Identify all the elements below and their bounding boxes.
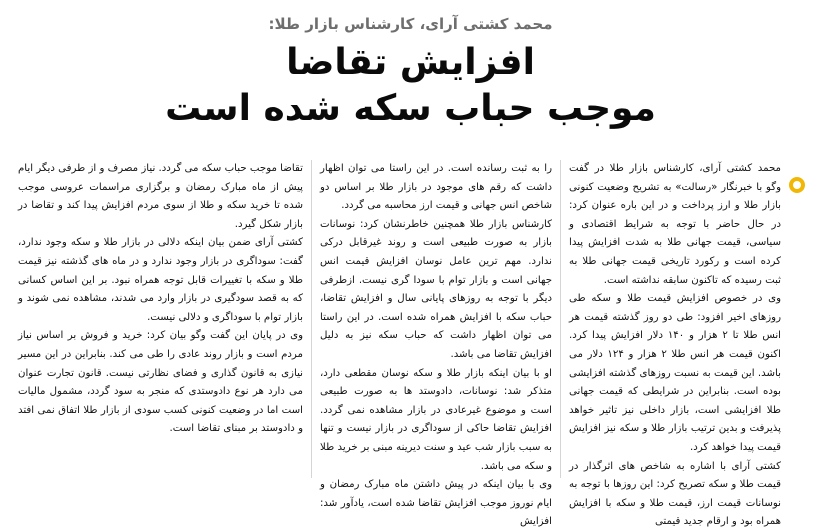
circle-bullet-icon: [789, 177, 805, 193]
paragraph: وی با بیان اینکه در پیش داشتن ماه مبارک رمضان و ایام نوروز موجب افزایش تقاضا شده است، یادآور شد: افزایش: [320, 479, 552, 528]
title-line-1: افزایش تقاضا: [286, 42, 535, 83]
paragraph: وی در پایان این گفت وگو بیان کرد: خرید و فروش بر اساس نیاز مردم است و بازار روند عادی را طی می کند. بنابراین در این مسیر نیازی به قانون گذاری و فضای نظارتی نیست. قانون تجارت عنوان می دارد هر نوع دادوستدی که منجر به سود گردد، مشمول مالیات است اما در وضعیت کنونی کسب سودی از بازار طلا اتفاق نمی افتد و دادوستد بر مبنای تقاضا است.: [18, 330, 303, 435]
article-body: [10, 160, 811, 528]
paragraph: کشتی آرای ضمن بیان اینکه دلالی در بازار طلا و سکه وجود ندارد، گفت: سوداگری در بازار وجود ندارد و در ماه های گذشته نیز قیمت طلا و سکه با تغییرات قابل توجه همراه نبود. بر این اساس کسانی که به قصد سودگیری در بازار وارد می شدند، مشاهده نمی شوند و بازار توام با سوداگری و دلالی نیست.: [18, 237, 303, 323]
paragraph: کشتی آرای با اشاره به شاخص های اثرگذار در قیمت طلا و سکه تصریح کرد: این روزها با توجه به نوسانات قیمت ارز، قیمت طلا و سکه با افزایش همراه بود و ارقام جدید قیمتی: [569, 460, 781, 528]
article-header: [0, 14, 821, 132]
paragraph: او با بیان اینکه بازار طلا و سکه نوسان مقطعی دارد، متذکر شد: نوسانات، دادوستد ها به صورت طبیعی است و موضوع غیرعادی در بازار مشاهده نمی گردد. افزایش تقاضا حاکی از سوداگری در بازار نیست و تنها به سبب بازار شب عید و سنت دیرینه مبنی بر خرید طلا و سکه می باشد.: [320, 367, 552, 472]
title-line-2: موجب حباب سکه شده است: [165, 88, 656, 129]
paragraph: تقاضا موجب حباب سکه می گردد. نیاز مصرف و از طرفی دیگر ایام پیش از ماه مبارک رمضان و برگزاری مراسمات عروسی موجب شده تا خرید سکه و طلا از سوی مردم افزایش پیدا کند و تقاضا در بازار شکل گیرد.: [17, 163, 303, 230]
paragraph: را به ثبت رسانده است. در این راستا می توان اظهار داشت که رقم های موجود در بازار طلا بر اساس دو شاخص انس جهانی و قیمت ارز محاسبه می گردد.: [320, 163, 552, 212]
paragraph: وی در خصوص افزایش قیمت طلا و سکه طی روزهای اخیر افزود: طی دو روز گذشته قیمت هر انس طلا تا ۲ هزار و ۱۴۰ دلار افزایش پیدا کرد. اکنون قیمت هر انس طلا ۲ هزار و ۱۲۴ دلار می باشد. این قیمت به نسبت روزهای گذشته افزایشی بوده است. بنابراین در شرایطی که قیمت جهانی طلا افزایشی است، بازار داخلی نیز تاثیر خواهد پذیرفت و بدین ترتیب بازار طلا و سکه نیز افزایش قیمت پیدا خواهد کرد.: [569, 293, 782, 453]
column-left: [10, 160, 311, 478]
paragraph: محمد کشتی آرای، کارشناس بازار طلا در گفت وگو با خبرنگار «رسالت» به تشریح وضعیت کنونی بازار طلا و ارز پرداخت و در این باره عنوان کرد: در حال حاضر با توجه به شرایط اقتصادی و سیاسی، قیمت جهانی طلا به شدت افزایش پیدا کرده است و رکورد تاریخی قیمت جهانی طلا به ثبت رسیده که تاکنون سابقه نداشته است.: [569, 163, 781, 286]
article-kicker: محمد کشتی آرای، کارشناس بازار طلا:: [268, 15, 553, 33]
column-right: [561, 160, 811, 528]
paragraph: کارشناس بازار طلا همچنین خاطرنشان کرد: نوسانات بازار به صورت طبیعی است و روند غیرقابل درکی ندارد. مهم ترین عامل نوسان افزایش قیمت انس جهانی است و بازار توام با سودا گری نیست. ازطرفی دیگر با توجه به روزهای پایانی سال و افزایش تقاضا، حباب سکه با افزایش همراه شده است. در این راستا می توان اظهار داشت که حباب سکه نیز به دلیل افزایش تقاضا می باشد.: [320, 218, 552, 360]
article-title: [0, 40, 821, 132]
column-middle: [311, 160, 561, 528]
